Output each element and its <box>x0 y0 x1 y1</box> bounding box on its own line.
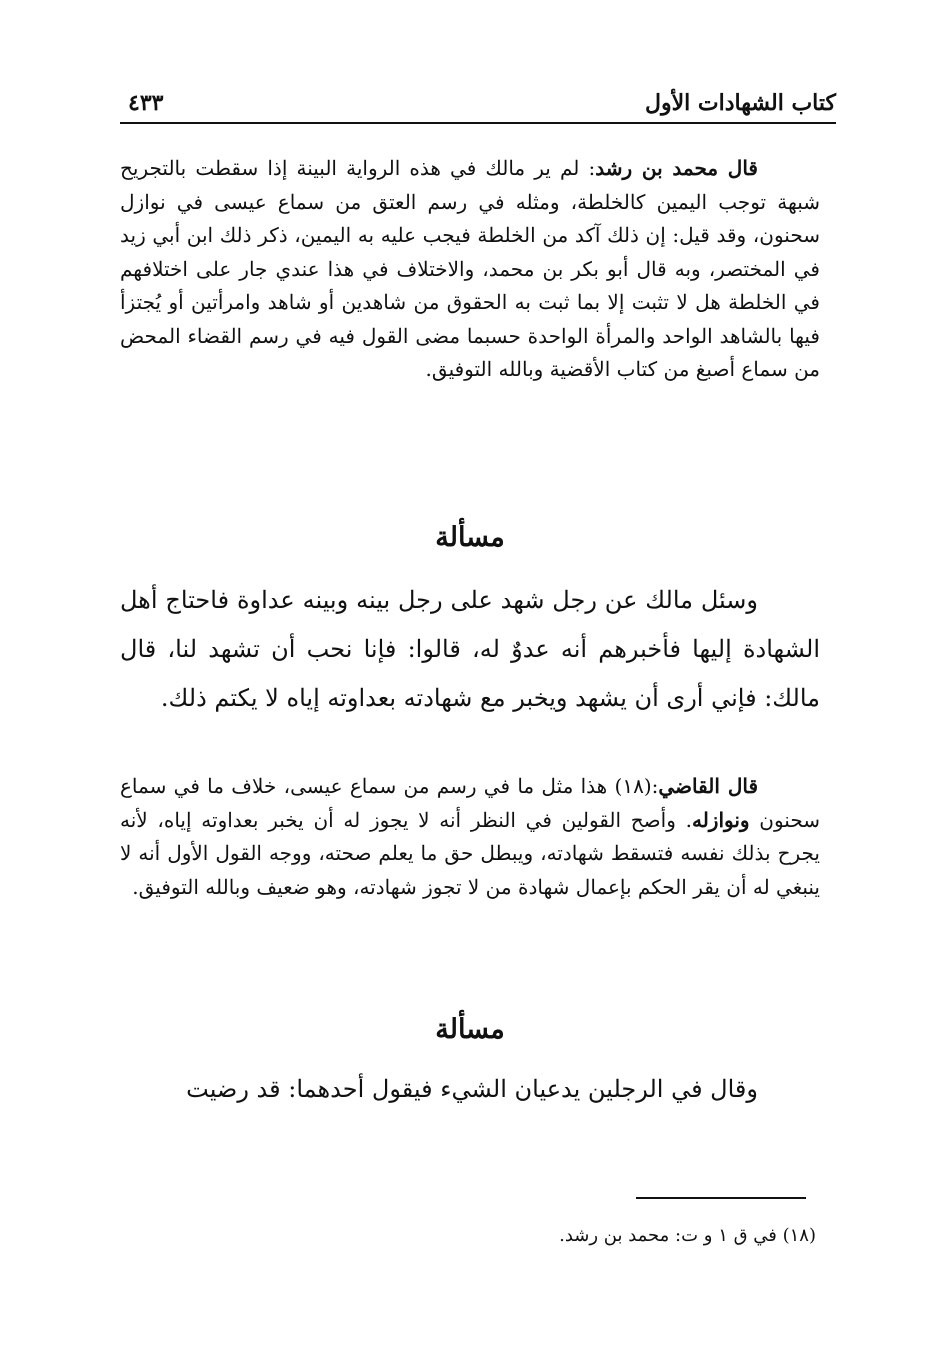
paragraph-qadi <box>120 770 820 904</box>
section-heading: مسألة <box>435 522 505 553</box>
paragraph-question: وسئل مالك عن رجل شهد على رجل بينه وبينه عداوة فاحتاج أهل الشهادة إليها فأخبرهم أنه عدوٌ له، قالوا: فإنا نحب أن تشهد لنا، قال مالك: فإني أرى أن يشهد ويخبر مع شهادته بعداوته إياه لا يكتم ذلك. <box>120 586 820 712</box>
section-heading: مسألة <box>435 1014 505 1045</box>
speaker-label: قال محمد بن رشد <box>595 156 758 180</box>
speaker-label: قال القاضي <box>658 774 758 798</box>
page-header <box>120 88 836 124</box>
paragraph-ibn-rushd <box>120 152 820 387</box>
paragraph-text: : لم ير مالك في هذه الرواية البينة إذا سقطت بالتجريح شبهة توجب اليمين كالخلطة، ومثله في رسم العتق من سماع عيسى في نوازل سحنون، وقد قيل: إن ذلك آكد من الخلطة فيجب عليه به اليمين، ذكر ذلك ابن أبي زيد في المختصر، وبه قال أبو بكر بن محمد، والاختلاف في هذا عندي جار على اختلافهم في الخلطة هل لا تثبت إلا بما ثبت به الحقوق من شاهدين أو شاهد وامرأتين أو يُجتزأ فيها بالشاهد الواحد والمرأة الواحدة حسبما مضى القول فيه في رسم القضاء المحض من سماع أصبغ من كتاب الأقضية وبالله التوفيق. <box>120 156 820 381</box>
running-title: كتاب الشهادات الأول <box>644 90 836 116</box>
paragraph-text: . وأصح القولين في النظر أنه لا يجوز له أن يخبر بعداوته إياه، لأنه يجرح بذلك نفسه فتسقط شهادته، ويبطل حق ما يعلم صحته، ووجه القول الأول أنه لا ينبغي له أن يقر الحكم بإعمال شهادة من لا تجوز شهادته، وهو ضعيف وبالله التوفيق. <box>120 807 820 899</box>
footnote: (١٨) في ق ١ و ت: محمد بن رشد. <box>559 1225 816 1246</box>
bold-term: ونوازله <box>691 807 750 832</box>
footnote-divider <box>636 1197 806 1199</box>
paragraph-text: هذا مثل ما في رسم من سماع عيسى، خلاف ما في سماع سحنون <box>120 774 820 832</box>
paragraph-question: وقال في الرجلين يدعيان الشيء فيقول أحدهما: قد رضيت <box>186 1075 758 1103</box>
page-number: ٤٣٣ <box>128 90 164 116</box>
footnote-reference: :(١٨) <box>614 774 659 798</box>
